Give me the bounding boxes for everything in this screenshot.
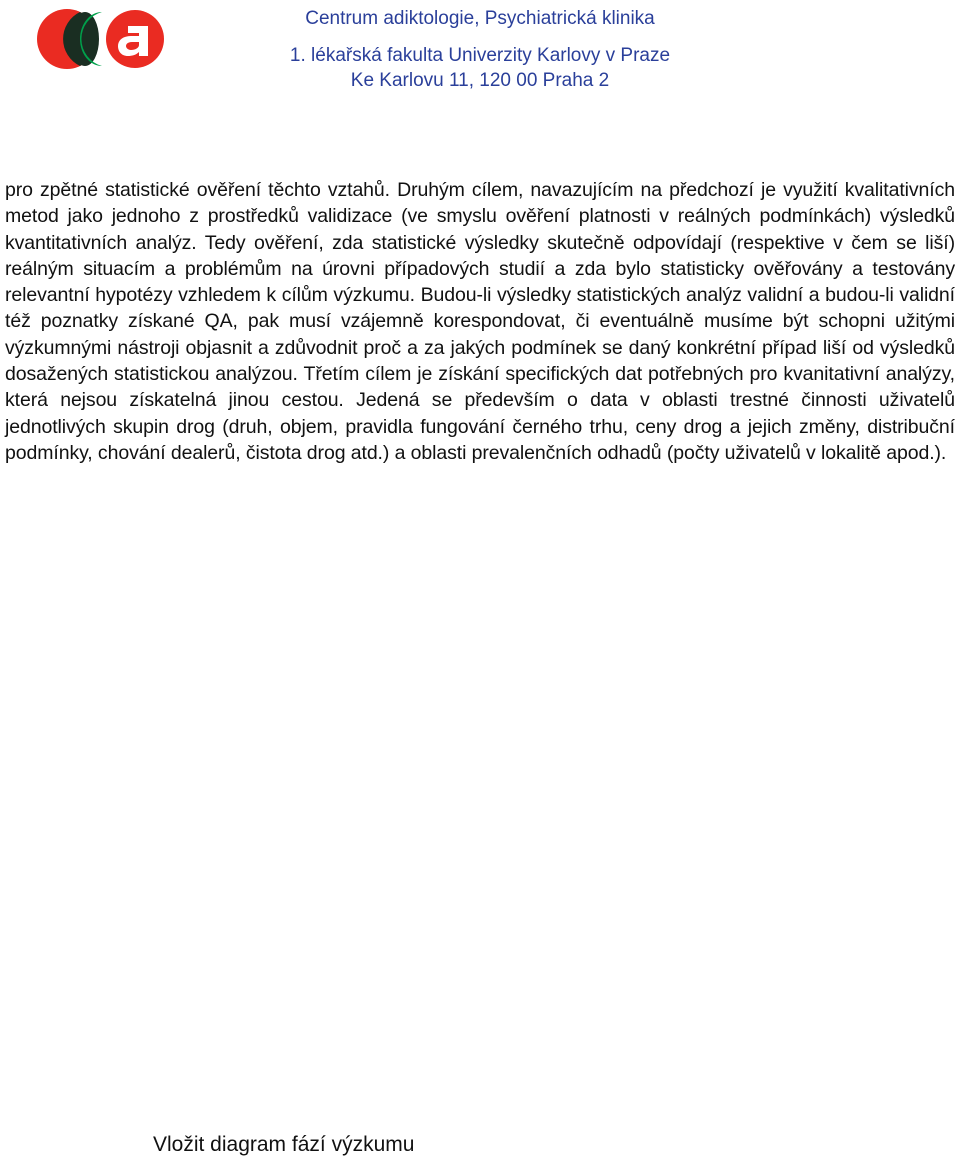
caa-logo-icon	[36, 6, 168, 72]
document-body	[5, 177, 955, 466]
diagram-placeholder-note: Vložit diagram fází výzkumu	[153, 1133, 415, 1156]
logo-dark-shape	[71, 12, 99, 66]
header-institution: Centrum adiktologie, Psychiatrická klinika	[305, 8, 655, 29]
header-faculty: 1. lékařská fakulta Univerzity Karlovy v Praze	[289, 45, 671, 66]
header-address: Ke Karlovu 11, 120 00 Praha 2	[350, 70, 610, 91]
body-paragraph: pro zpětné statistické ověření těchto vztahů. Druhým cílem, navazujícím na předchozí je využití kvalitativních metod jako jednoho z prostředků validizace (ve smyslu ověření platnosti v reálných podmínkách) výsledků kvantitativních analýz. Tedy ověření, zda statistické výsledky skutečně odpovídají (respektive v čem se liší) reálným situacím a problémům na úrovni případových studií a zda bylo statisticky ověřovány a testovány relevantní hypotézy vzhledem k cílům výzkumu. Budou-li výsledky statistických analýz validní a budou-li validní též poznatky získané QA, pak musí vzájemně korespondovat, či eventuálně musíme být schopni užitými výzkumnými nástroji objasnit a zdůvodnit proč a za jakých podmínek se daný konkrétní případ liší od výsledků dosažených statistickou analýzou. Třetím cílem je získání specifických dat potřebných pro kvanitativní analýzy, která nejsou získatelná jinou cestou. Jedená se především o data v oblasti trestné činnosti uživatelů jednotlivých skupin drog (druh, objem, pravidla fungování černého trhu, ceny drog a jejich změny, distribuční podmínky, chování dealerů, čistota drog atd.) a oblasti prevalenčních odhadů (počty uživatelů v lokalitě apod.).	[5, 179, 955, 464]
